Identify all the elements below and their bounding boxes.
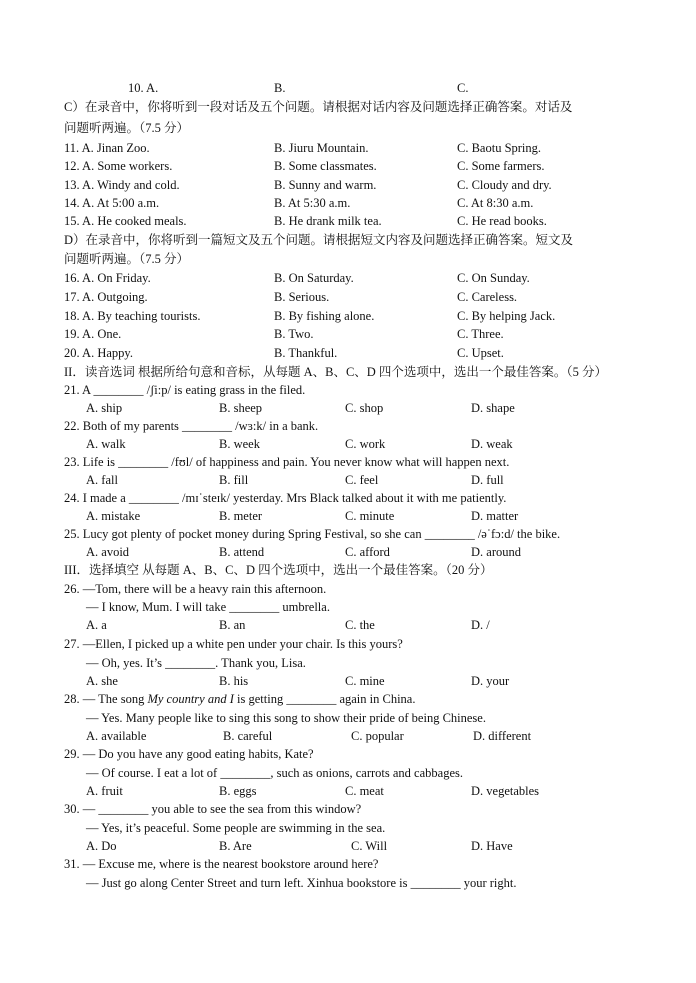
option-a: 12. A. Some workers. [64, 159, 173, 173]
option-d: D. weak [471, 437, 513, 451]
question-28-text-a: 28. — The song [64, 692, 148, 706]
option-a: A. she [86, 674, 118, 688]
option-d: D. Have [471, 839, 513, 853]
option-b: B. He drank milk tea. [274, 214, 382, 228]
option-d: D. matter [471, 509, 519, 523]
option-d: D. full [471, 473, 504, 487]
song-title: My country and I [147, 692, 234, 706]
option-b: B. attend [219, 545, 265, 559]
option-b: B. careful [223, 729, 273, 743]
option-a: 15. A. He cooked meals. [64, 214, 187, 228]
option-c: C. minute [345, 509, 395, 523]
option-b: B. Are [219, 839, 252, 853]
option-b: B. At 5:30 a.m. [274, 196, 351, 210]
option-c: C. work [345, 437, 386, 451]
option-b: B. Thankful. [274, 346, 338, 360]
option-c: C. popular [351, 729, 404, 743]
option-a: A. mistake [86, 509, 141, 523]
option-b: B. an [219, 618, 246, 632]
option-a: 20. A. Happy. [64, 346, 133, 360]
option-c: C. Will [351, 839, 388, 853]
option-c: C. By helping Jack. [457, 309, 556, 323]
option-c: C. meat [345, 784, 384, 798]
option-c: C. On Sunday. [457, 271, 530, 285]
option-c: C. Three. [457, 327, 504, 341]
option-b: B. Jiuru Mountain. [274, 141, 369, 155]
question-25-stem: 25. Lucy got plenty of pocket money during Spring Festival, so she can ________ /əˈfɔ:d/ the bike. [64, 527, 561, 541]
option-d: D. vegetables [471, 784, 540, 798]
section-c-instruction: C）在录音中，你将听到一段对话及五个问题。请根据对话内容及问题选择正确答案。对话及 [64, 100, 573, 114]
question-29-line1: 29. — Do you have any good eating habits, Kate? [64, 747, 314, 761]
option-c: C. shop [345, 401, 384, 415]
option-a: 16. A. On Friday. [64, 271, 151, 285]
option-d: D. different [473, 729, 532, 743]
option-a: A. fall [86, 473, 118, 487]
option-a: 18. A. By teaching tourists. [64, 309, 201, 323]
option-b: B. On Saturday. [274, 271, 354, 285]
option-d: D. shape [471, 401, 515, 415]
option-b: B. week [219, 437, 260, 451]
option-c: C. Careless. [457, 290, 518, 304]
option-c: C. At 8:30 a.m. [457, 196, 534, 210]
section-d-instruction-cont: 问题听两遍。（7.5 分） [64, 252, 190, 266]
option-c: C. mine [345, 674, 385, 688]
option-a: A. available [86, 729, 147, 743]
option-c: C. He read books. [457, 214, 547, 228]
option-a: A. fruit [86, 784, 123, 798]
option-d: D. your [471, 674, 510, 688]
question-27-line2: — Oh, yes. It’s ________. Thank you, Lisa. [86, 656, 306, 670]
option-b: B. Sunny and warm. [274, 178, 377, 192]
option-b: B. fill [219, 473, 249, 487]
option-b: B. eggs [219, 784, 257, 798]
question-28-line2: — Yes. Many people like to sing this song to show their pride of being Chinese. [86, 711, 486, 725]
question-30-line1: 30. — ________ you able to see the sea from this window? [64, 802, 362, 816]
option-a: 11. A. Jinan Zoo. [64, 141, 150, 155]
option-c: C. Some farmers. [457, 159, 545, 173]
section-iii-instruction: III．选择填空 从每题 A、B、C、D 四个选项中，选出一个最佳答案。（20 分） [64, 563, 493, 577]
question-31-line2: — Just go along Center Street and turn left. Xinhua bookstore is ________ your right. [86, 876, 517, 890]
option-b: B. Two. [274, 327, 314, 341]
option-a: A. avoid [86, 545, 130, 559]
question-28-text-b: is getting ________ again in China. [233, 692, 416, 706]
question-22-stem: 22. Both of my parents ________ /wɜ:k/ in a bank. [64, 419, 319, 433]
question-24-stem: 24. I made a ________ /mɪˈsteɪk/ yesterday. Mrs Black talked about it with me patiently. [64, 491, 507, 505]
option-b: B. By fishing alone. [274, 309, 375, 323]
question-27-line1: 27. —Ellen, I picked up a white pen under your chair. Is this yours? [64, 637, 403, 651]
option-b: B. [274, 81, 286, 95]
question-23-stem: 23. Life is ________ /fʊl/ of happiness and pain. You never know what will happen next. [64, 455, 510, 469]
question-26-line1: 26. —Tom, there will be a heavy rain this afternoon. [64, 582, 327, 596]
question-29-line2: — Of course. I eat a lot of ________, such as onions, carrots and cabbages. [86, 766, 463, 780]
option-c: C. Baotu Spring. [457, 141, 542, 155]
question-21-stem: 21. A ________ /ʃi:p/ is eating grass in the filed. [64, 383, 306, 397]
option-a: A. a [86, 618, 107, 632]
option-a: A. walk [86, 437, 126, 451]
option-c: C. afford [345, 545, 390, 559]
option-c: C. Cloudy and dry. [457, 178, 552, 192]
option-b: B. Serious. [274, 290, 330, 304]
question-26-line2: — I know, Mum. I will take ________ umbrella. [86, 600, 330, 614]
option-c: C. feel [345, 473, 379, 487]
option-d: D. / [471, 618, 490, 632]
question-31-line1: 31. — Excuse me, where is the nearest bookstore around here? [64, 857, 379, 871]
option-d: D. around [471, 545, 521, 559]
section-d-instruction: D）在录音中，你将听到一篇短文及五个问题。请根据短文内容及问题选择正确答案。短文及 [64, 233, 574, 247]
option-a: 19. A. One. [64, 327, 122, 341]
option-b: B. sheep [219, 401, 263, 415]
option-a: 17. A. Outgoing. [64, 290, 148, 304]
option-c: C. [457, 81, 469, 95]
option-c: C. Upset. [457, 346, 504, 360]
option-c: C. the [345, 618, 375, 632]
option-a: 14. A. At 5:00 a.m. [64, 196, 160, 210]
section-c-instruction-cont: 问题听两遍。（7.5 分） [64, 121, 190, 135]
option-b: B. his [219, 674, 249, 688]
option-a: 10. A. [128, 81, 159, 95]
option-a: 13. A. Windy and cold. [64, 178, 180, 192]
option-b: B. meter [219, 509, 263, 523]
option-a: A. ship [86, 401, 123, 415]
question-28-line1 [64, 691, 415, 707]
section-ii-instruction: II．读音选词 根据所给句意和音标，从每题 A、B、C、D 四个选项中，选出一个最佳答案。（5 分） [64, 365, 608, 379]
question-30-line2: — Yes, it’s peaceful. Some people are swimming in the sea. [86, 821, 386, 835]
option-a: A. Do [86, 839, 117, 853]
option-b: B. Some classmates. [274, 159, 377, 173]
